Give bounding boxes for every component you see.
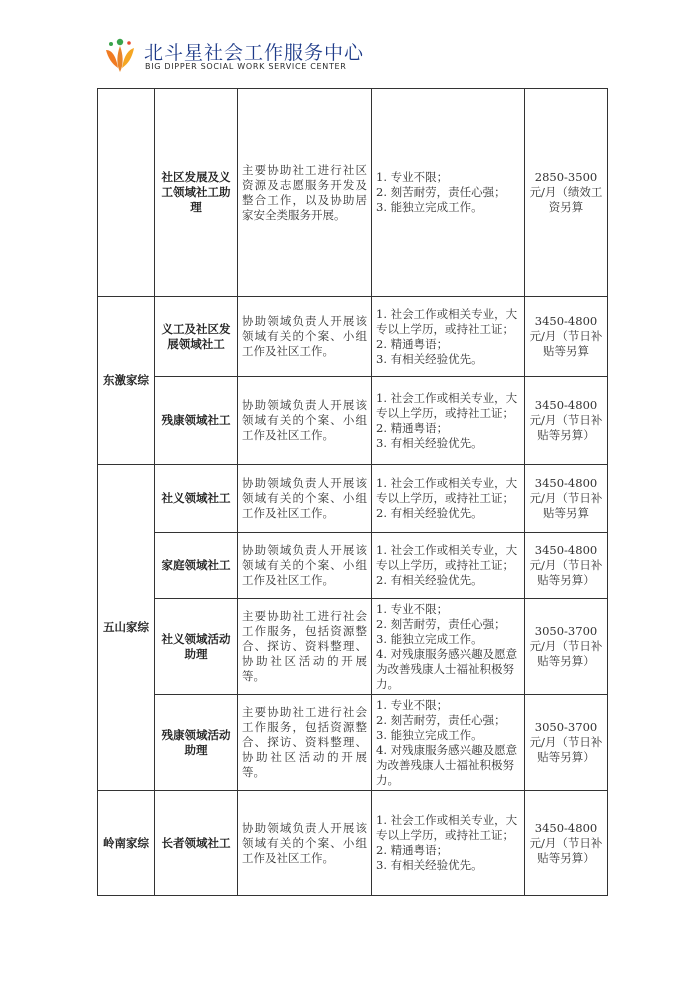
requirement-item: 1. 社会工作或相关专业，大专以上学历，或持社工证； <box>376 306 518 336</box>
salary-cell: 3450-4800元/月（节日补贴等另算 <box>525 465 608 533</box>
role-cell: 残康领域社工 <box>155 377 238 465</box>
table-row <box>98 465 608 533</box>
salary-cell: 3450-4800元/月（节日补贴等另算） <box>525 377 608 465</box>
salary-cell: 3450-4800元/月（节日补贴等另算） <box>525 791 608 896</box>
duty-cell: 协助领域负责人开展该领域有关的个案、小组工作及社区工作。 <box>238 465 372 533</box>
requirement-item: 3. 有相关经验优先。 <box>376 435 483 450</box>
requirements-cell <box>372 791 525 896</box>
requirement-item: 3. 能独立完成工作。 <box>376 200 483 214</box>
requirements-cell <box>372 695 525 791</box>
requirement-item: 3. 有相关经验优先。 <box>376 351 483 366</box>
job-table <box>97 88 608 896</box>
brand-name-english: BIG DIPPER SOCIAL WORK SERVICE CENTER <box>145 62 347 71</box>
table-row <box>98 297 608 377</box>
logo-icon <box>102 36 138 74</box>
table-row <box>98 377 608 465</box>
salary-cell: 2850-3500元/月（绩效工资另算 <box>525 89 608 297</box>
duty-cell: 协助领域负责人开展该领域有关的个案、小组工作及社区工作。 <box>238 791 372 896</box>
requirement-item: 1. 专业不限； <box>376 697 449 712</box>
requirements-cell <box>372 89 525 297</box>
duty-cell: 协助领域负责人开展该领域有关的个案、小组工作及社区工作。 <box>238 377 372 465</box>
requirements-cell <box>372 599 525 695</box>
duty-cell: 主要协助社工进行社区资源及志愿服务开发及整合工作，以及协助居家安全类服务开展。 <box>238 89 372 297</box>
requirement-item: 2. 精通粤语； <box>376 843 449 857</box>
requirement-item: 2. 精通粤语； <box>376 336 449 351</box>
salary-cell: 3450-4800元/月（节日补贴等另算） <box>525 533 608 599</box>
table-row <box>98 695 608 791</box>
requirement-item: 2. 刻苦耐劳，责任心强； <box>376 712 506 727</box>
requirement-item: 2. 有相关经验优先。 <box>376 573 483 587</box>
center-cell: 东激家综 <box>98 297 155 465</box>
requirement-item: 2. 精通粤语； <box>376 420 449 435</box>
role-cell: 残康领域活动助理 <box>155 695 238 791</box>
salary-cell: 3050-3700元/月（节日补贴等另算） <box>525 599 608 695</box>
duty-cell: 主要协助社工进行社会工作服务，包括资源整合、探访、资料整理、协助社区活动的开展等。 <box>238 599 372 695</box>
requirement-item: 3. 能独立完成工作。 <box>376 727 483 742</box>
requirement-item: 4. 对残康服务感兴趣及愿意为改善残康人士福祉积极努力。 <box>376 742 518 787</box>
requirement-item: 1. 专业不限； <box>376 601 449 616</box>
requirement-item: 1. 社会工作或相关专业，大专以上学历，或持社工证； <box>376 390 518 420</box>
salary-cell: 3450-4800元/月（节日补贴等另算 <box>525 297 608 377</box>
role-cell: 义工及社区发展领域社工 <box>155 297 238 377</box>
table-row <box>98 533 608 599</box>
requirements-cell <box>372 297 525 377</box>
center-cell: 五山家综 <box>98 465 155 791</box>
requirement-item: 1. 社会工作或相关专业，大专以上学历，或持社工证； <box>376 813 518 842</box>
requirement-item: 2. 刻苦耐劳，责任心强； <box>376 616 506 631</box>
center-cell: 岭南家综 <box>98 791 155 896</box>
requirement-item: 1. 专业不限； <box>376 170 449 184</box>
letterhead <box>102 36 422 76</box>
requirement-item: 2. 刻苦耐劳，责任心强； <box>376 185 506 199</box>
requirement-item: 1. 社会工作或相关专业，大专以上学历，或持社工证； <box>376 476 518 505</box>
role-cell: 社义领域活动助理 <box>155 599 238 695</box>
brand-name: 北斗星社会工作服务中心 <box>144 42 365 64</box>
role-cell: 长者领域社工 <box>155 791 238 896</box>
role-cell: 社区发展及义工领域社工助理 <box>155 89 238 297</box>
center-cell <box>98 89 155 297</box>
duty-cell: 协助领域负责人开展该领域有关的个案、小组工作及社区工作。 <box>238 297 372 377</box>
requirement-item: 3. 有相关经验优先。 <box>376 858 483 872</box>
requirement-item: 1. 社会工作或相关专业，大专以上学历，或持社工证； <box>376 543 518 572</box>
requirement-item: 4. 对残康服务感兴趣及愿意为改善残康人士福祉积极努力。 <box>376 646 518 691</box>
role-cell: 家庭领域社工 <box>155 533 238 599</box>
requirements-cell <box>372 465 525 533</box>
duty-cell: 主要协助社工进行社会工作服务，包括资源整合、探访、资料整理、协助社区活动的开展等。 <box>238 695 372 791</box>
duty-cell: 协助领域负责人开展该领域有关的个案、小组工作及社区工作。 <box>238 533 372 599</box>
requirements-cell <box>372 533 525 599</box>
requirements-cell <box>372 377 525 465</box>
table-row <box>98 89 608 297</box>
requirement-item: 2. 有相关经验优先。 <box>376 506 483 520</box>
salary-cell: 3050-3700元/月（节日补贴等另算） <box>525 695 608 791</box>
table-row <box>98 791 608 896</box>
requirement-item: 3. 能独立完成工作。 <box>376 631 483 646</box>
role-cell: 社义领域社工 <box>155 465 238 533</box>
table-row <box>98 599 608 695</box>
